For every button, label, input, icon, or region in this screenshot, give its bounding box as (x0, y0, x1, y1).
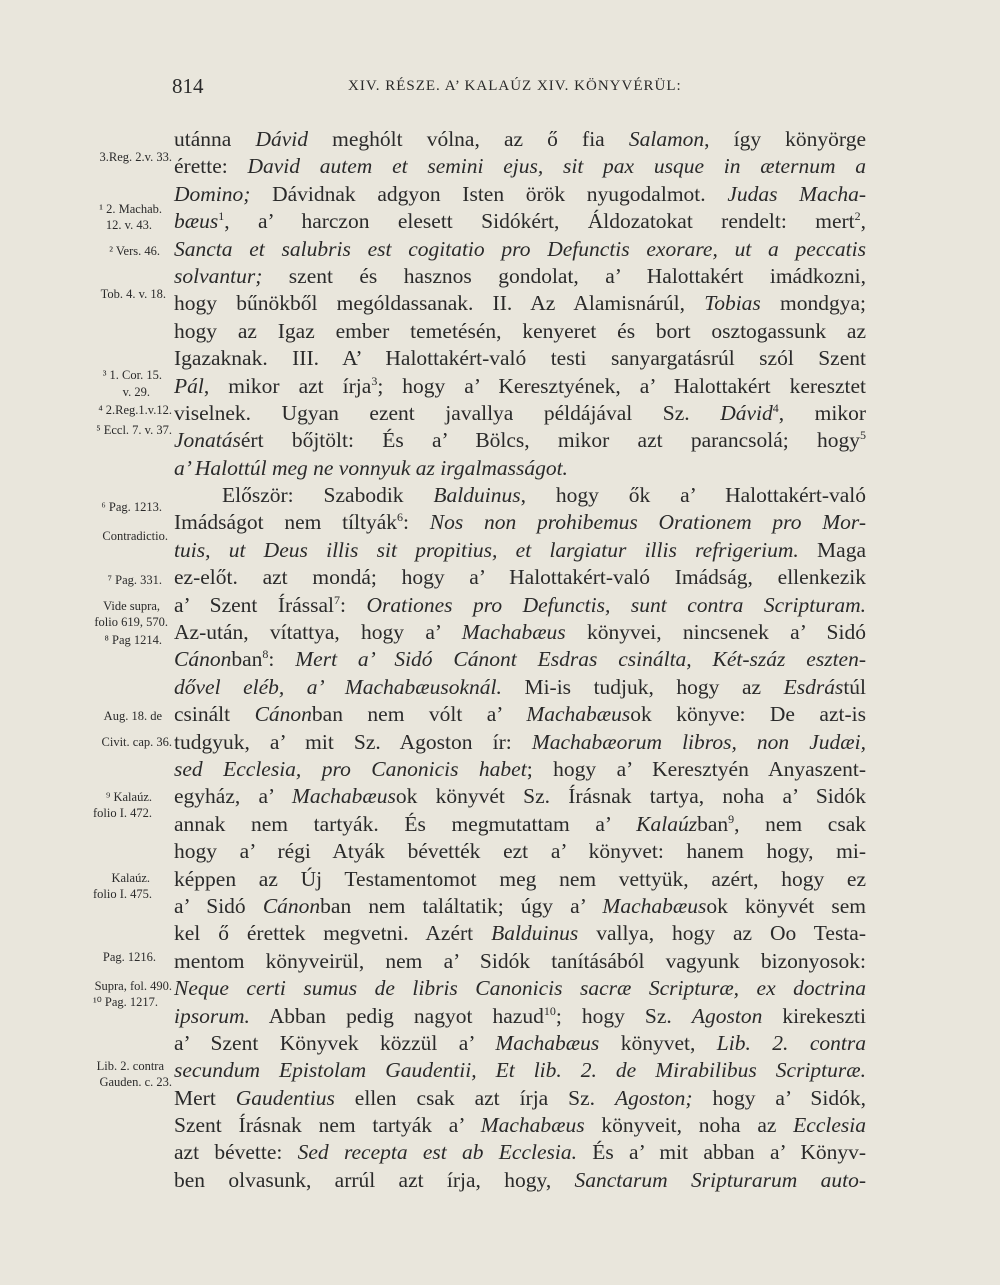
margin-note: Supra, fol. 490. (94, 979, 172, 993)
text-line: Jonatásért bőjtölt: És a’ Bölcs, mikor azt parancsolá; hogy$^5$ (174, 428, 866, 453)
text-line: hogy az Igaz ember temetésén, kenyeret és bort osztogassunk az (174, 318, 866, 343)
margin-note: 12. v. 43. (105, 218, 152, 232)
running-title: XIV. RÉSZE. A’ KALAÚZ XIV. KÖNYVÉRÜL: (348, 78, 682, 94)
margin-note: ⁷ Pag. 331. (107, 573, 162, 587)
text-line: Cánonban$^8$: Mert a’ Sidó Cánont Esdras csinálta, Két-száz eszten- (174, 647, 866, 672)
text-line: azt bévette: Sed recepta est ab Ecclesia. És a’ mit abban a’ Könyv- (174, 1140, 866, 1165)
text-line: ipsorum. Abban pedig nagyot hazud$^{10}$; hogy Sz. Agoston kirekeszti (174, 1003, 866, 1028)
text-line: tuis, ut Deus illis sit propitius, et largiatur illis refrigerium. Maga (174, 537, 867, 562)
margin-note: Vide supra, (103, 599, 160, 613)
margin-note: folio I. 472. (92, 806, 152, 820)
text-line: ez-előt. azt mondá; hogy a’ Halottakért-való Imádság, ellenkezik (174, 565, 866, 590)
text-line: ben olvasunk, arrúl azt írja, hogy, Sanctarum Sripturarum auto- (174, 1167, 866, 1192)
margin-note: Tob. 4. v. 18. (100, 287, 166, 301)
text-line: viselnek. Ugyan ezent javallya példájával Sz. Dávid$^4$, mikor (174, 400, 867, 425)
margin-note: Civit. cap. 36. (101, 735, 172, 749)
margin-note: Kalaúz. (111, 871, 150, 885)
text-line: tudgyuk, a’ mit Sz. Agoston ír: Machabæorum libros, non Judæi, (174, 729, 866, 754)
margin-note: ⁴ 2.Reg.1.v.12. (98, 403, 172, 417)
text-line: dővel eléb, a’ Machabæusoknál. Mi-is tudjuk, hogy az Esdrástúl (174, 674, 867, 699)
text-line: bæus$^1$, a’ harczon elesett Sidókért, Áldozatokat rendelt: mert$^2$, (174, 209, 866, 234)
text-line: Mert Gaudentius ellen csak azt írja Sz. Agoston; hogy a’ Sidók, (174, 1085, 866, 1110)
text-line: kel ő érettek megvetni. Azért Balduinus vallya, hogy az Oo Testa- (174, 921, 866, 946)
text-line: Igazaknak. III. A’ Halottakért-való testi sanyargatásrúl szól Szent (174, 346, 866, 371)
text-line: utánna Dávid meghólt vólna, az ő fia Salamon, így könyörge (174, 127, 866, 151)
margin-note: folio 619, 570. (94, 615, 168, 629)
text-line: Szent Írásnak nem tartyák a’ Machabæus könyveit, noha az Ecclesia (174, 1113, 866, 1138)
margin-note: ⁶ Pag. 1213. (101, 500, 162, 514)
margin-note: Aug. 18. de (103, 709, 162, 723)
margin-note: folio I. 475. (92, 887, 152, 901)
text-line: Neque certi sumus de libris Canonicis sacræ Scripturæ, ex doctrina (174, 976, 866, 1001)
margin-note: v. 29. (122, 385, 150, 399)
margin-note: ⁹ Kalaúz. (105, 790, 152, 804)
margin-note: Lib. 2. contra (96, 1059, 164, 1073)
text-line: solvantur; szent és hasznos gondolat, a’ Halottakért imádkozni, (174, 263, 866, 288)
text-line: érette: David autem et semini ejus, sit pax usque in æternum a (174, 154, 866, 179)
text-line: egyház, a’ Machabæusok könyvét Sz. Írásnak tartya, noha a’ Sidók (174, 784, 866, 809)
margin-note: ³ 1. Cor. 15. (102, 368, 162, 382)
text-line: secundum Epistolam Gaudentii, Et lib. 2. de Mirabilibus Scripturæ. (174, 1058, 866, 1083)
text-line: a’ Szent Könyvek közzül a’ Machabæus könyvet, Lib. 2. contra (174, 1030, 866, 1055)
text-line: Pál, mikor azt írja$^3$; hogy a’ Keresztyének, a’ Halottakért keresztet (174, 373, 866, 398)
margin-note: ¹⁰ Pag. 1217. (92, 995, 158, 1009)
page-number: 814 (172, 74, 204, 98)
text-line: a’ Halottúl meg ne vonnyuk az irgalmasságot. (174, 455, 568, 480)
text-line: Domino; Dávidnak adgyon Isten örök nyugodalmot. Judas Macha- (174, 181, 866, 206)
margin-note: Contradictio. (102, 529, 168, 543)
text-line: Az-után, vítattya, hogy a’ Machabæus könyvei, nincsenek a’ Sidó (174, 620, 866, 645)
margin-note: ¹ 2. Machab. (99, 202, 162, 216)
text-line: Imádságot nem tíltyák$^6$: Nos non prohibemus Orationem pro Mor- (174, 510, 866, 535)
margin-note: Gauden. c. 23. (99, 1075, 172, 1089)
body-text (174, 126, 866, 1194)
text-line: annak nem tartyák. És megmutattam a’ Kalaúzban$^9$, nem csak (174, 811, 866, 836)
margin-note: ⁸ Pag 1214. (104, 633, 162, 647)
margin-note: Pag. 1216. (102, 950, 156, 964)
text-line: hogy a’ régi Atyák bévették ezt a’ könyvet: hanem hogy, mi- (174, 839, 866, 864)
text-line: csinált Cánonban nem vólt a’ Machabæusok könyve: De azt-is (174, 702, 866, 727)
margin-note: ⁵ Eccl. 7. v. 37. (96, 423, 172, 437)
text-line: a’ Szent Írással$^7$: Orationes pro Defunctis, sunt contra Scripturam. (174, 592, 866, 617)
page-header (0, 74, 1000, 104)
margin-note: ² Vers. 46. (109, 244, 160, 258)
text-line: mentom könyveirül, nem a’ Sidók tanításából vagyunk bizonyosok: (174, 948, 866, 973)
text-line: hogy bűnökből mególdassanak. II. Az Alamisnárúl, Tobias mondgya; (174, 291, 866, 316)
text-line: Először: Szabodik Balduinus, hogy ők a’ Halottakért-való (222, 483, 866, 508)
text-line: sed Ecclesia, pro Canonicis habet; hogy a’ Keresztyén Anyaszent- (174, 756, 866, 781)
margin-note: 3.Reg. 2.v. 33. (99, 150, 172, 164)
text-line: Sancta et salubris est cogitatio pro Defunctis exorare, ut a peccatis (174, 236, 866, 261)
text-line: a’ Sidó Cánonban nem találtatik; úgy a’ Machabæusok könyvét sem (174, 893, 867, 918)
text-line: képpen az Új Testamentomot meg nem vettyük, azért, hogy ez (174, 866, 866, 891)
